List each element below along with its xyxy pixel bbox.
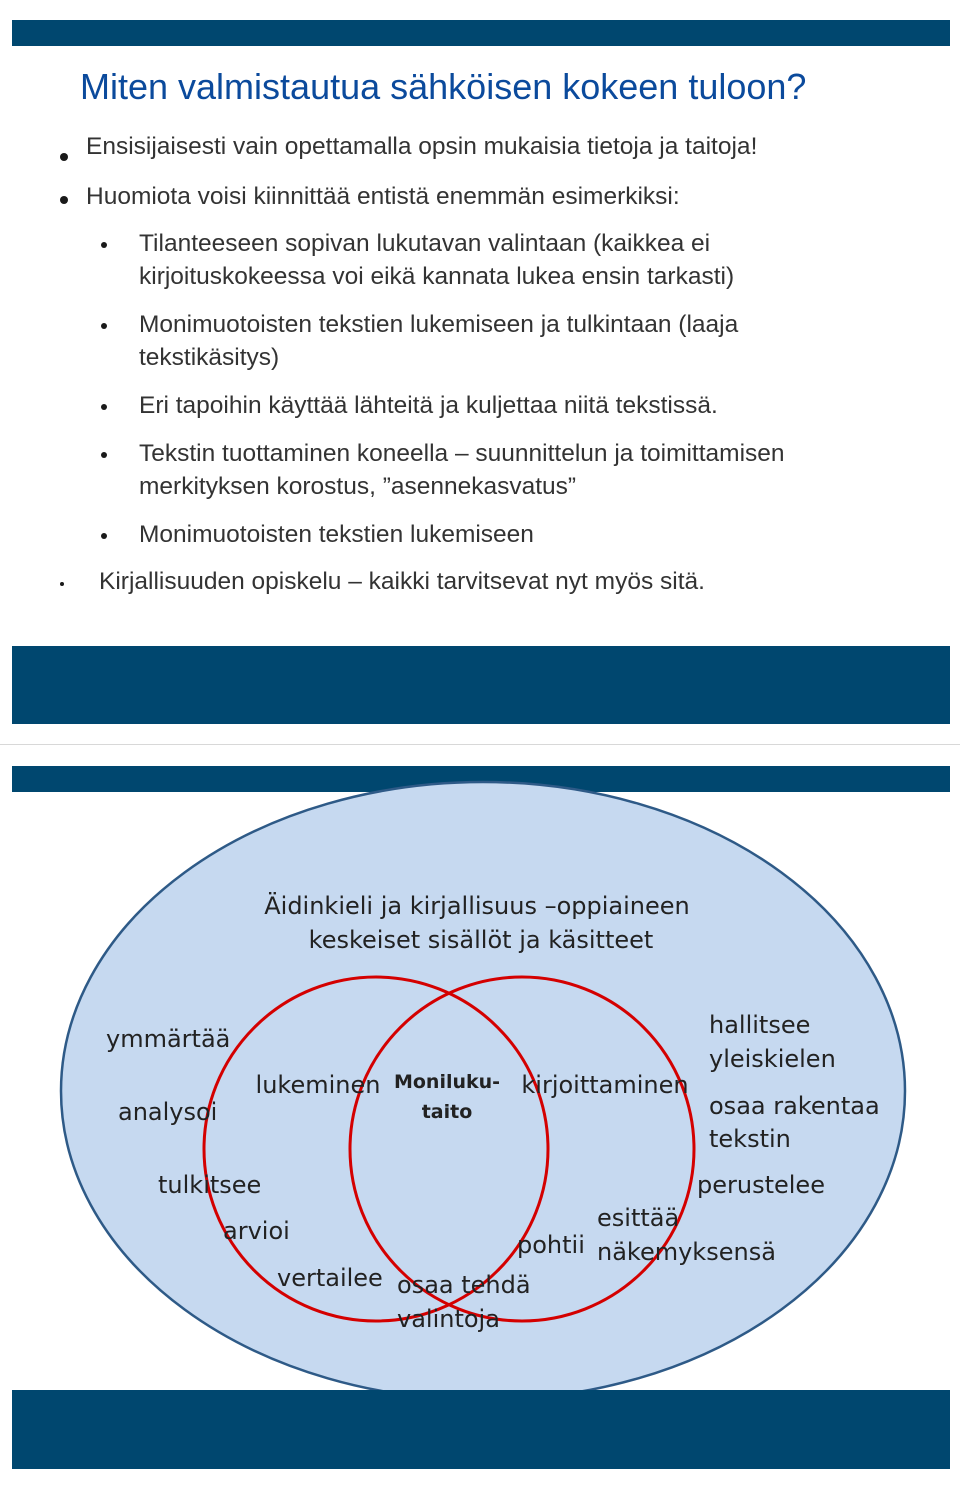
concept-diagram bbox=[0, 745, 960, 1489]
word-tulkitsee: tulkitsee bbox=[158, 1171, 262, 1199]
sub-bullet-text: Tekstin tuottaminen koneella – suunnittelun ja toimittamisen bbox=[139, 440, 785, 467]
bullet-text: Kirjallisuuden opiskelu – kaikki tarvitsevat nyt myös sitä. bbox=[99, 568, 705, 595]
diagram-title-line: keskeiset sisällöt ja käsitteet bbox=[308, 926, 654, 954]
bullet-dot bbox=[60, 196, 68, 204]
sub-bullet-dot bbox=[101, 323, 107, 329]
center-label-line: taito bbox=[421, 1101, 473, 1123]
word-nakemyksensa: näkemyksensä bbox=[597, 1238, 776, 1266]
word-osaa-tehda: osaa tehdä bbox=[397, 1271, 531, 1299]
word-pohtii: pohtii bbox=[517, 1231, 585, 1259]
sub-bullet-text: Monimuotoisten tekstien lukemiseen bbox=[139, 521, 534, 548]
word-analysoi: analysoi bbox=[118, 1098, 218, 1126]
sub-bullet-text: kirjoituskokeessa voi eikä kannata lukea ensin tarkasti) bbox=[139, 263, 735, 290]
footer-bar bbox=[12, 1390, 950, 1469]
footer-bar bbox=[12, 646, 950, 724]
sub-bullet-text: merkityksen korostus, ”asennekasvatus” bbox=[139, 473, 577, 500]
sub-bullet-text: Monimuotoisten tekstien lukemiseen ja tulkintaan (laaja bbox=[139, 311, 739, 338]
sub-bullet-text: Tilanteeseen sopivan lukutavan valintaan (kaikkea ei bbox=[139, 230, 711, 257]
word-ymmartaa: ymmärtää bbox=[106, 1025, 231, 1053]
sub-bullet-dot bbox=[101, 404, 107, 410]
word-osaa-rakentaa: osaa rakentaa bbox=[709, 1092, 880, 1120]
sub-bullet-dot bbox=[101, 242, 107, 248]
slide-2 bbox=[0, 745, 960, 1489]
sub-bullet-dot bbox=[101, 533, 107, 539]
word-yleiskielen: yleiskielen bbox=[709, 1045, 836, 1073]
bullet-text: Ensisijaisesti vain opettamalla opsin mukaisia tietoja ja taitoja! bbox=[86, 133, 758, 160]
slide-title: Miten valmistautua sähköisen kokeen tuloon? bbox=[80, 66, 807, 107]
right-circle-label: kirjoittaminen bbox=[521, 1071, 689, 1099]
sub-bullet-dot bbox=[101, 452, 107, 458]
word-tekstin: tekstin bbox=[709, 1125, 791, 1153]
word-hallitsee: hallitsee bbox=[709, 1011, 811, 1039]
word-arvioi: arvioi bbox=[223, 1217, 290, 1245]
word-vertailee: vertailee bbox=[277, 1264, 383, 1292]
sub-bullet-text: tekstikäsitys) bbox=[139, 344, 280, 371]
word-esittaa: esittää bbox=[597, 1204, 680, 1232]
word-valintoja: valintoja bbox=[397, 1305, 500, 1333]
header-bar bbox=[12, 20, 950, 46]
center-label-line: Moniluku- bbox=[393, 1071, 501, 1093]
bullet-dot bbox=[60, 153, 68, 161]
word-perustelee: perustelee bbox=[697, 1171, 825, 1199]
sub-bullet-text: Eri tapoihin käyttää lähteitä ja kuljettaa niitä tekstissä. bbox=[139, 392, 718, 419]
left-circle-label: lukeminen bbox=[255, 1071, 381, 1099]
bullet-dot bbox=[60, 582, 64, 586]
bullet-text: Huomiota voisi kiinnittää entistä enemmän esimerkiksi: bbox=[86, 183, 680, 210]
diagram-title-line: Äidinkieli ja kirjallisuus –oppiaineen bbox=[264, 892, 690, 920]
